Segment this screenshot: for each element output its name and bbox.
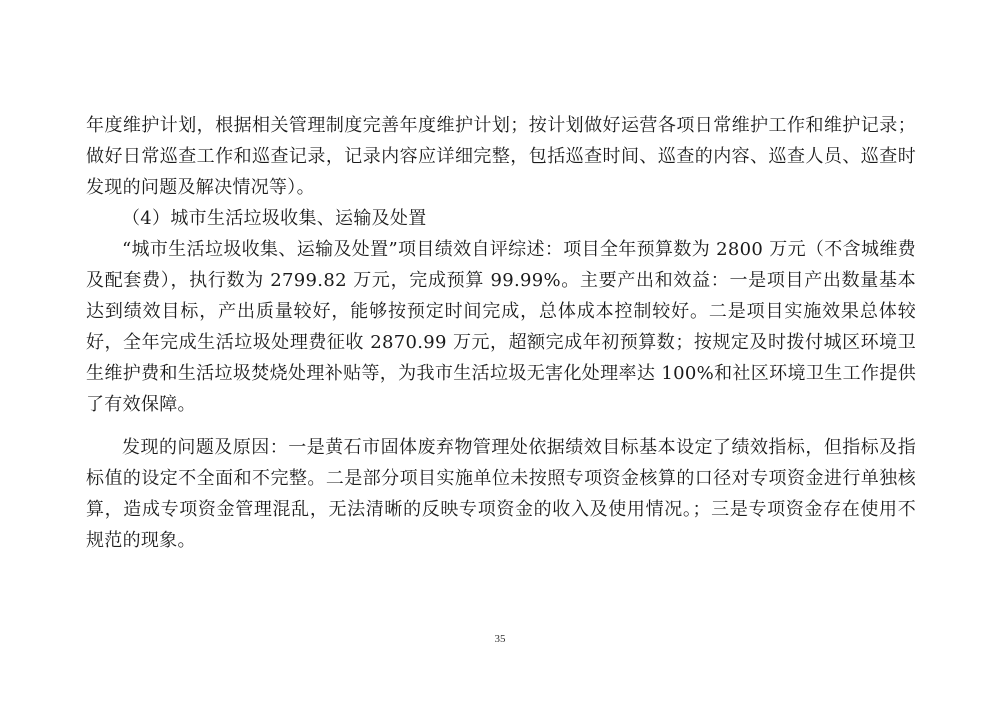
paragraph-performance-summary: “城市生活垃圾收集、运输及处置”项目绩效自评综述：项目全年预算数为 2800 万元（不含城维费及配套费），执行数为 2799.82 万元，完成预算 99.99%。主要产出和效益：一是项目产出数量基本达到绩效目标，产出质量较好，能够按预定时间完成，总体成本控制较好。二是项目实施效果总体较好，全年完成生活垃圾处理费征收 2870.99 万元，超额完成年初预算数；按规定及时拨付城区环境卫生维护费和生活垃圾焚烧处理补贴等，为我市生活垃圾无害化处理率达 100%和社区环境卫生工作提供了有效保障。 <box>86 239 916 415</box>
paragraph-maintenance-plan: 年度维护计划，根据相关管理制度完善年度维护计划；按计划做好运营各项日常维护工作和维护记录；做好日常巡查工作和巡查记录，记录内容应详细完整，包括巡查时间、巡查的内容、巡查人员、巡查时发现的问题及解决情况等）。 <box>86 115 916 198</box>
page-number: 35 <box>494 633 506 645</box>
paragraph-issues-found: 发现的问题及原因：一是黄石市固体废弃物管理处依据绩效目标基本设定了绩效指标，但指标及指标值的设定不全面和不完整。二是部分项目实施单位未按照专项资金核算的口径对专项资金进行单独核算，造成专项资金管理混乱，无法清晰的反映专项资金的收入及使用情况。；三是专项资金存在使用不规范的现象。 <box>86 437 916 551</box>
section-heading: （4）城市生活垃圾收集、运输及处置 <box>122 208 427 229</box>
document-body <box>86 110 916 556</box>
